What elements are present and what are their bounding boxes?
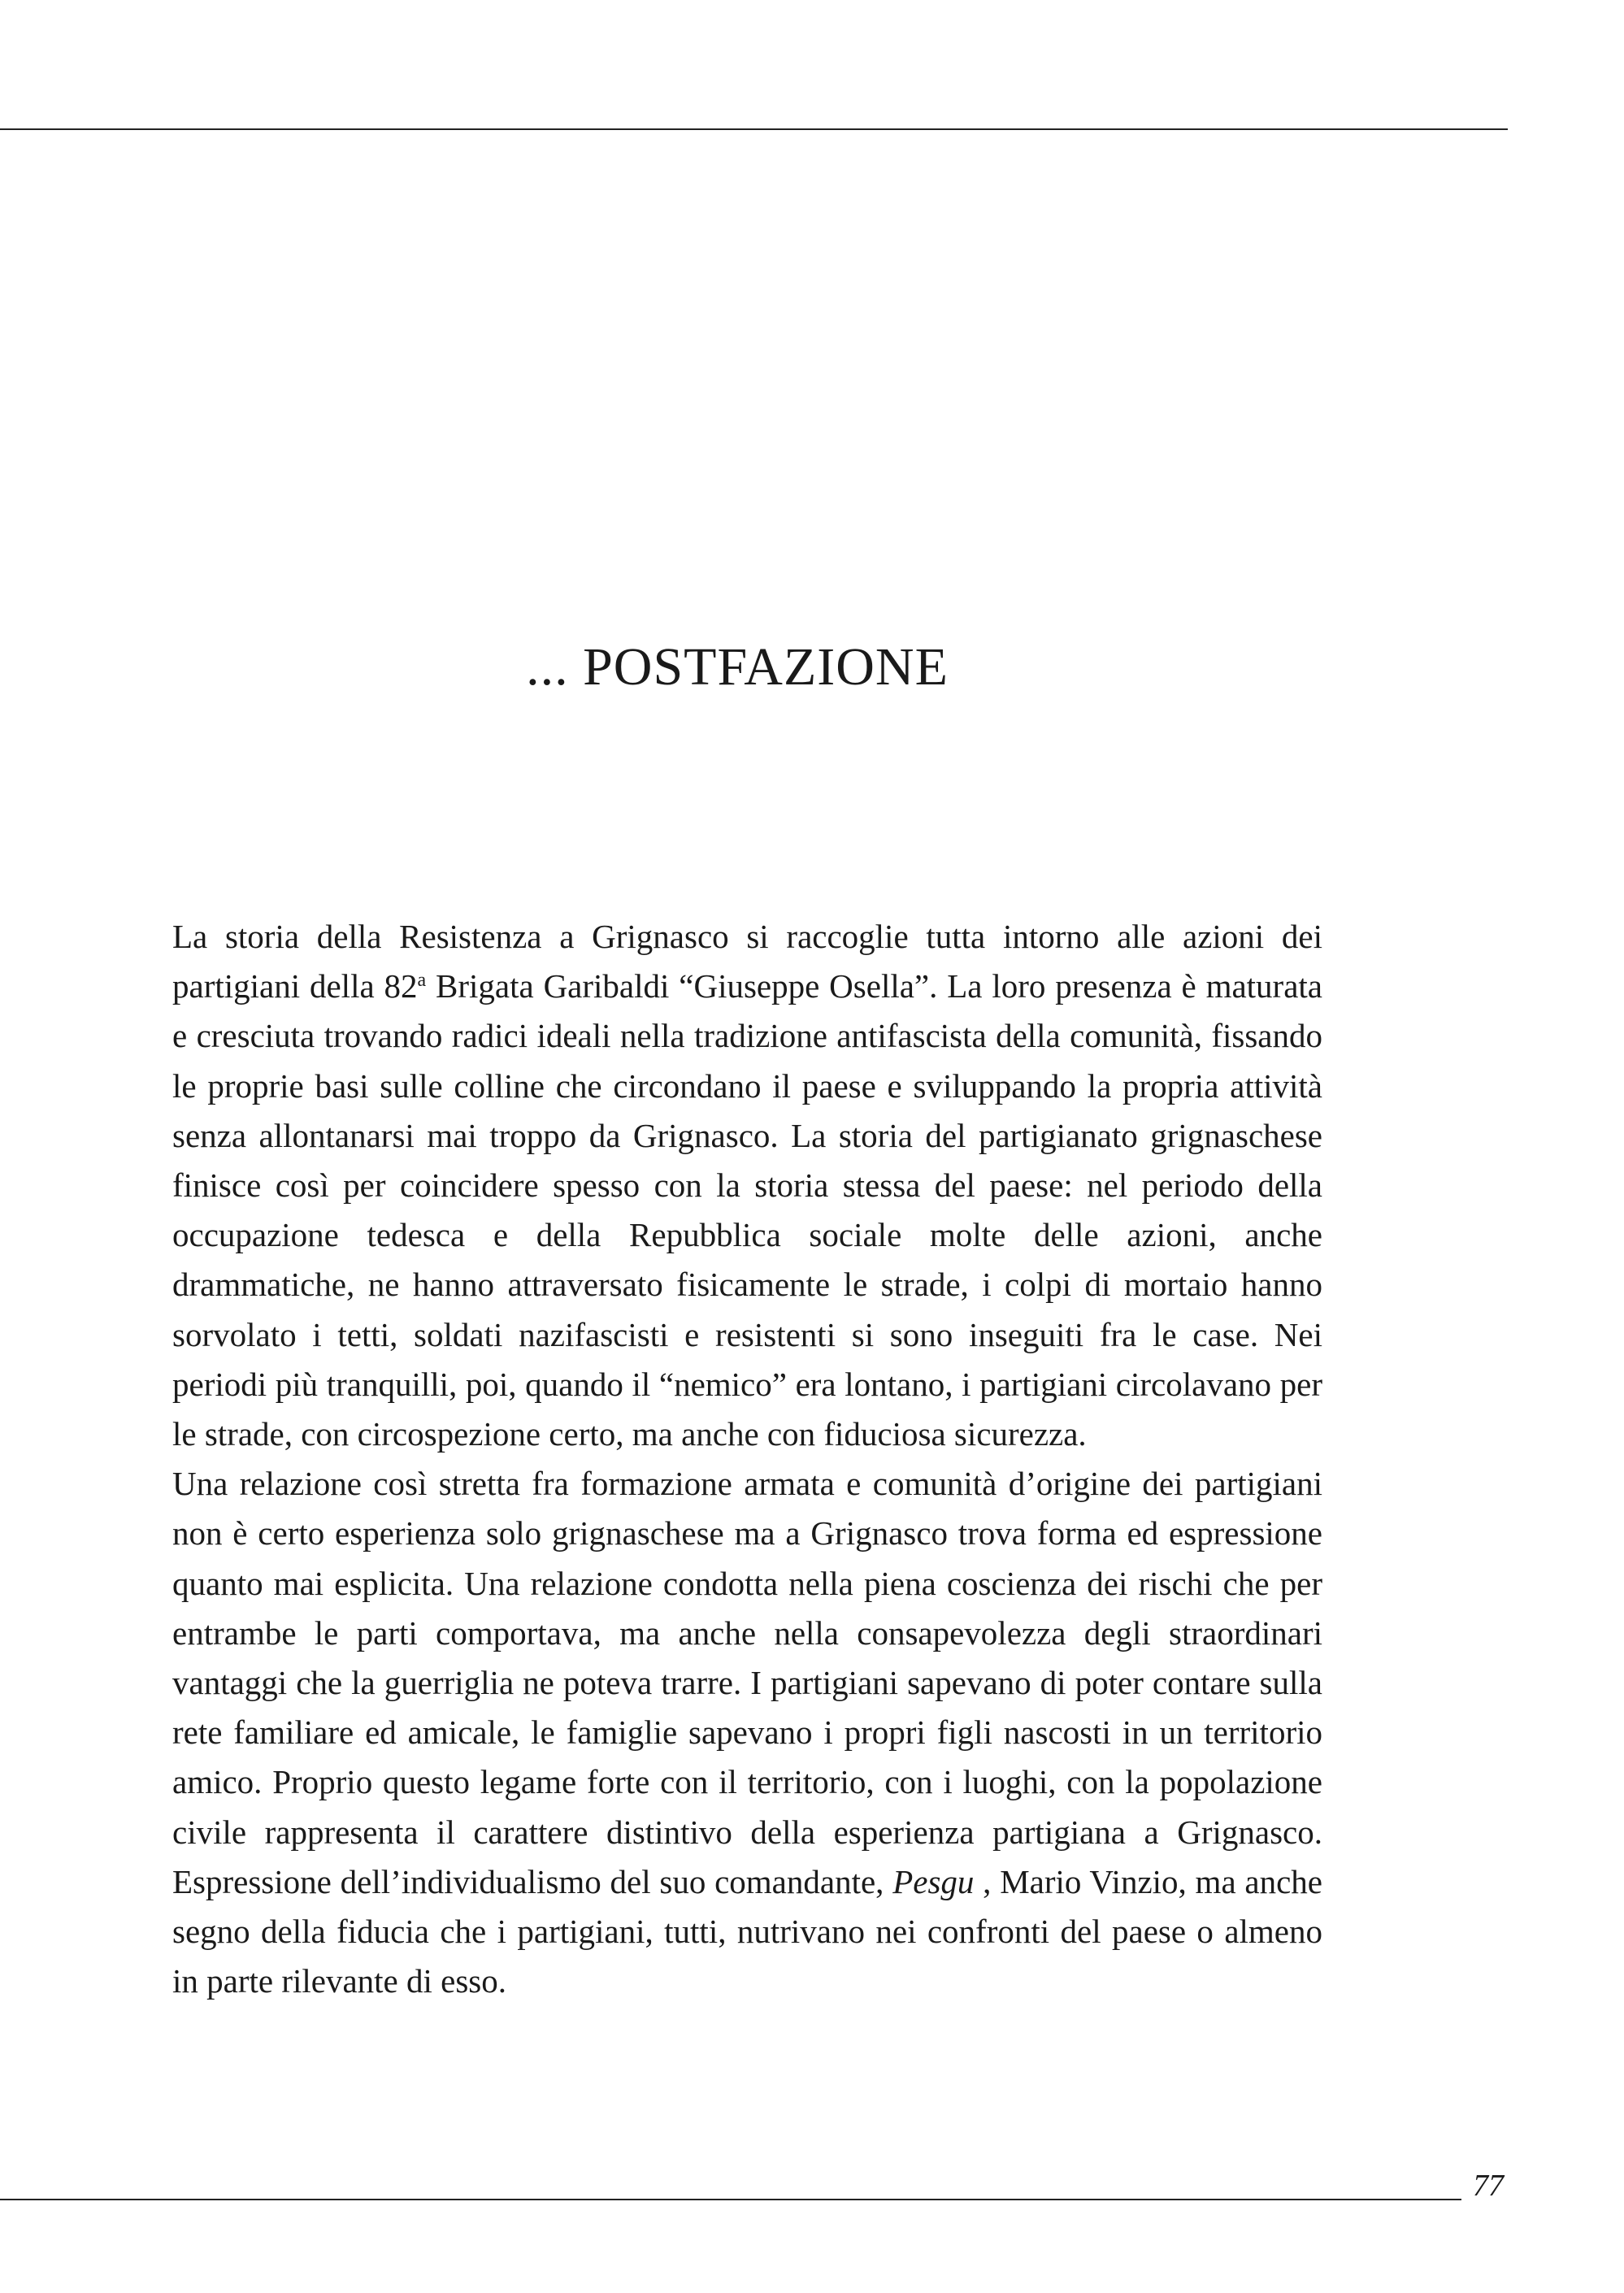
top-rule <box>0 128 1508 130</box>
paragraph-2-text-a: Una relazione così stretta fra formazione armata e comunità d’origine dei partigiani non è certo esperienza solo grignaschese ma a Grignasco trova forma ed espressione quanto mai esplicita. Una relazione condotta nella piena coscienza dei rischi che per entrambe le parti comportava, ma anche nella consapevolezza degli straordinari vantaggi che la guerriglia ne poteva trarre. I partigiani sapevano di poter contare sulla rete familiare ed amicale, le famiglie sapevano i propri figli nascosti in un territorio amico. Proprio questo legame forte con il territorio, con i luoghi, con la popolazione civile rappresenta il carattere distintivo della esperienza partigiana a Grignasco. Espressione dell’individualismo del suo comandante, <box>172 1465 1322 1900</box>
paragraph-2 <box>172 1459 1322 2006</box>
paragraph-1-text-a: La storia della Resistenza a Grignasco si raccoglie tutta intorno alle azioni dei partigiani della 82 <box>172 918 1322 1005</box>
paragraph-1 <box>172 912 1322 1459</box>
paragraph-2-text-b: , Mario Vinzio, ma anche segno della fiducia che i partigiani, tutti, nutrivano nei confronti del paese o almeno in parte rilevante di esso. <box>172 1862 1323 2000</box>
page-number: 77 <box>1473 2169 1504 2203</box>
paragraph-1-text-b: Brigata Garibaldi “Giuseppe Osella”. La loro presenza è maturata e cresciuta trovando radici ideali nella tradizione antifascista della comunità, fissando le proprie basi sulle colline che circondano il paese e sviluppando la propria attività senza allontanarsi mai troppo da Grignasco. La storia del partigianato grignaschese finisce così per coincidere spesso con la storia stessa del paese: nel periodo della occupazione tedesca e della Repubblica sociale molte delle azioni, anche drammatiche, ne hanno attraversato fisicamente le strade, i colpi di mortaio hanno sorvolato i tetti, soldati nazifascisti e resistenti si sono inseguiti fra le case. Nei periodi più tranquilli, poi, quando il “nemico” era lontano, i partigiani circolavano per le strade, con circospezione certo, ma anche con fiduciosa sicurezza. <box>172 967 1322 1453</box>
chapter-title <box>0 637 1624 697</box>
commander-nickname: Pesgu <box>892 1862 975 1900</box>
ordinal-superscript: a <box>417 970 427 992</box>
chapter-title-text: ... POSTFAZIONE <box>526 637 949 697</box>
bottom-rule <box>0 2199 1461 2200</box>
body-text <box>172 912 1322 2006</box>
